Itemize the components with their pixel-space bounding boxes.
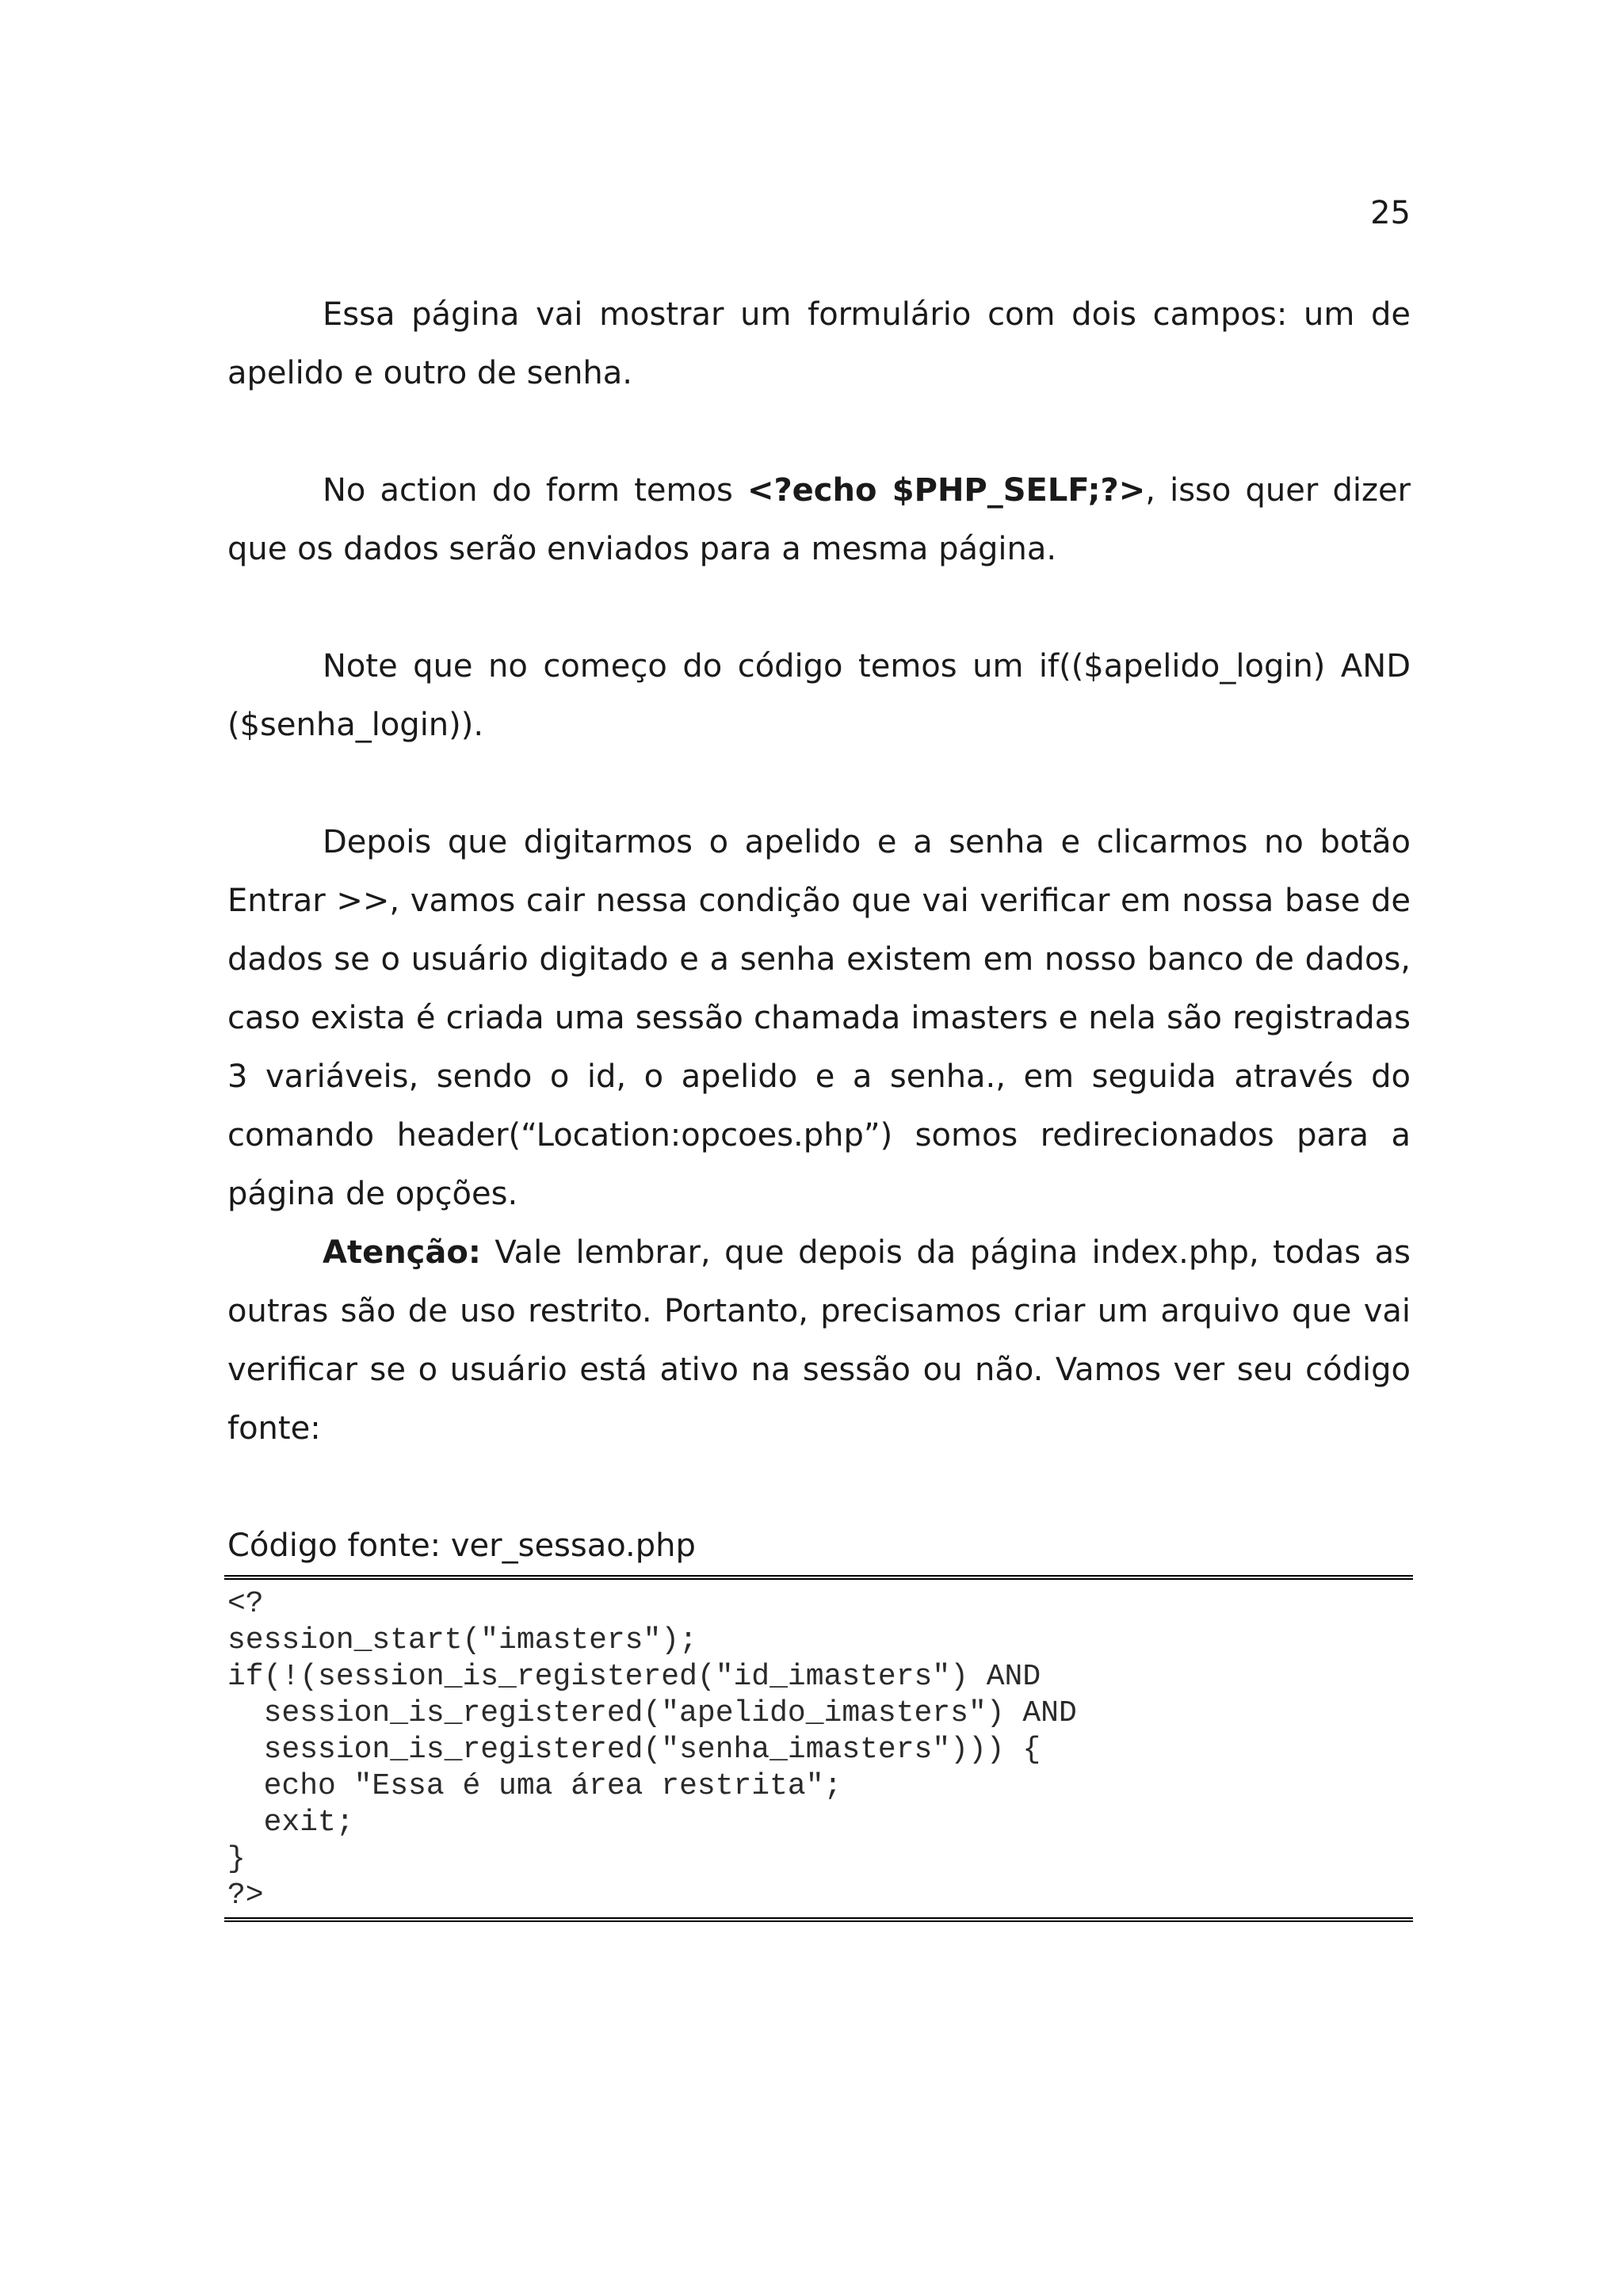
code-caption: Código fonte: ver_sessao.php [227,1527,696,1564]
paragraph-login-flow: Depois que digitarmos o apelido e a senha e clicarmos no botão Entrar >>, vamos cair nessa condição que vai verificar em nossa base de dados se o usuário digitado e a senha existem em nosso banco de dados, caso exista é criada uma sessão chamada imasters e nela são registradas 3 variáveis, sendo o id, o apelido e a senha., em seguida através do comando header(“Location:opcoes.php”) somos redirecionados para a página de opções. [227,824,1411,1212]
code-listing [224,1575,1413,1922]
paragraph-form-description: Essa página vai mostrar um formulário com dois campos: um de apelido e outro de senha. [227,296,1411,391]
paragraph-form-action [227,461,1411,578]
paragraph-form-action-code: <?echo $PHP_SELF;?> [747,472,1146,509]
code-source: <? session_start("imasters"); if(!(session_is_registered("id_imasters") AND session_is_registered("apelido_imasters") AND session_is_registered("senha_imasters"))) { echo "Essa é uma área restrita"; exit; } ?> [227,1587,1077,1913]
paragraph-form-action-text-1: No action do form temos [323,472,747,509]
attention-label: Atenção: [323,1234,481,1271]
attention-text: Vale lembrar, que depois da página index.php, todas as outras são de uso restrito. Portanto, precisamos criar um arquivo que vai verificar se o usuário está ativo na sessão ou não. Vamos ver seu código fonte: [227,1234,1411,1447]
paragraph-condition-note: Note que no começo do código temos um if(($apelido_login) AND ($senha_login)). [227,648,1411,743]
page-number: 25 [1370,195,1411,231]
document-body [227,285,1411,1575]
paragraph-form-action-text-2: , isso quer dizer que os dados serão enviados para a mesma página. [227,472,1411,567]
paragraph-attention [227,1223,1411,1458]
